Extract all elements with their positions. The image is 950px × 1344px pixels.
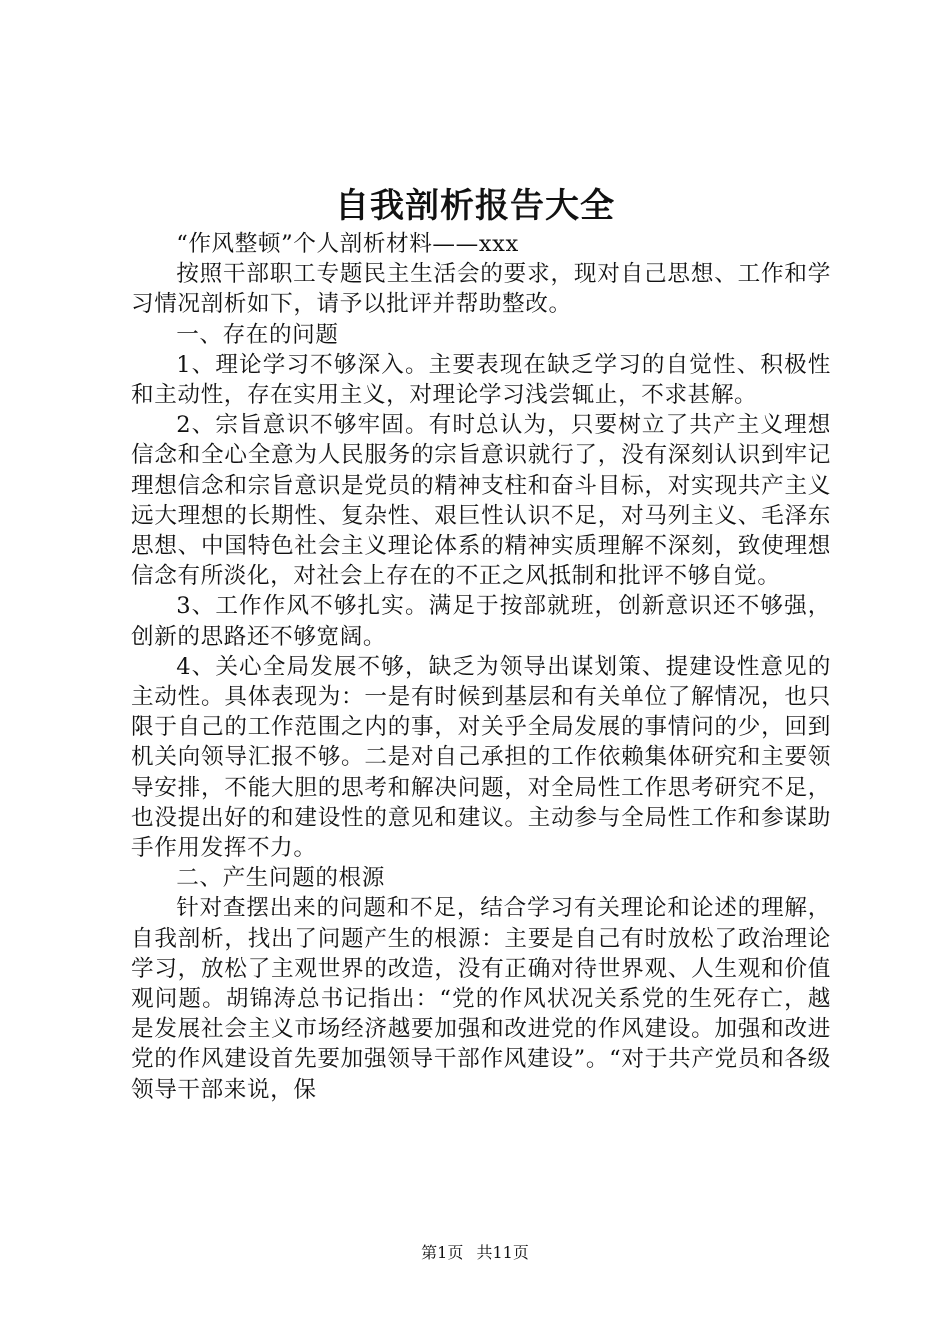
problem-paragraph-2: 2、宗旨意识不够牢固。有时总认为，只要树立了共产主义理想信念和全心全意为人民服务的宗旨意识就行了，没有深刻认识到牢记理想信念和宗旨意识是党员的精神支柱和奋斗目标，对实现共产主义远大理想的长期性、复杂性、艰巨性认识不足，对马列主义、毛泽东思想、中国特色社会主义理论体系的精神实质理解不深刻，致使理想信念有所淡化，对社会上存在的不正之风抵制和批评不够自觉。	[131, 412, 831, 590]
page-footer	[0, 1241, 950, 1265]
page-total: 共11页	[476, 1243, 529, 1262]
document-body	[131, 229, 831, 1105]
section-heading-problems: 一、存在的问题	[176, 321, 339, 348]
page-number: 第1页	[421, 1243, 464, 1262]
intro-paragraph: 按照干部职工专题民主生活会的要求，现对自己思想、工作和学习情况剖析如下，请予以批评并帮助整改。	[131, 261, 831, 318]
roots-paragraph: 针对查摆出来的问题和不足，结合学习有关理论和论述的理解，自我剖析，找出了问题产生的根源：主要是自己有时放松了政治理论学习，放松了主观世界的改造，没有正确对待世界观、人生观和价值观问题。胡锦涛总书记指出：“党的作风状况关系党的生死存亡，越是发展社会主义市场经济越要加强和改进党的作风建设。加强和改进党的作风建设首先要加强领导干部作风建设”。“对于共产党员和各级领导干部来说，保	[131, 895, 831, 1103]
section-heading-roots: 二、产生问题的根源	[176, 865, 385, 892]
problem-paragraph-1: 1、理论学习不够深入。主要表现在缺乏学习的自觉性、积极性和主动性，存在实用主义，对理论学习浅尝辄止，不求甚解。	[131, 351, 831, 409]
subtitle-line: “作风整顿”个人剖析材料——xxx	[176, 231, 519, 257]
document-title: 自我剖析报告大全	[335, 186, 615, 226]
problem-paragraph-3: 3、工作作风不够扎实。满足于按部就班，创新意识还不够强，创新的思路还不够宽阔。	[131, 593, 831, 650]
problem-paragraph-4: 4、关心全局发展不够，缺乏为领导出谋划策、提建设性意见的主动性。具体表现为：一是有时候到基层和有关单位了解情况，也只限于自己的工作范围之内的事，对关乎全局发展的事情问的少，回到机关向领导汇报不够。二是对自己承担的工作依赖集体研究和主要领导安排，不能大胆的思考和解决问题，对全局性工作思考研究不足，也没提出好的和建设性的意见和建议。主动参与全局性工作和参谋助手作用发挥不力。	[131, 653, 831, 862]
